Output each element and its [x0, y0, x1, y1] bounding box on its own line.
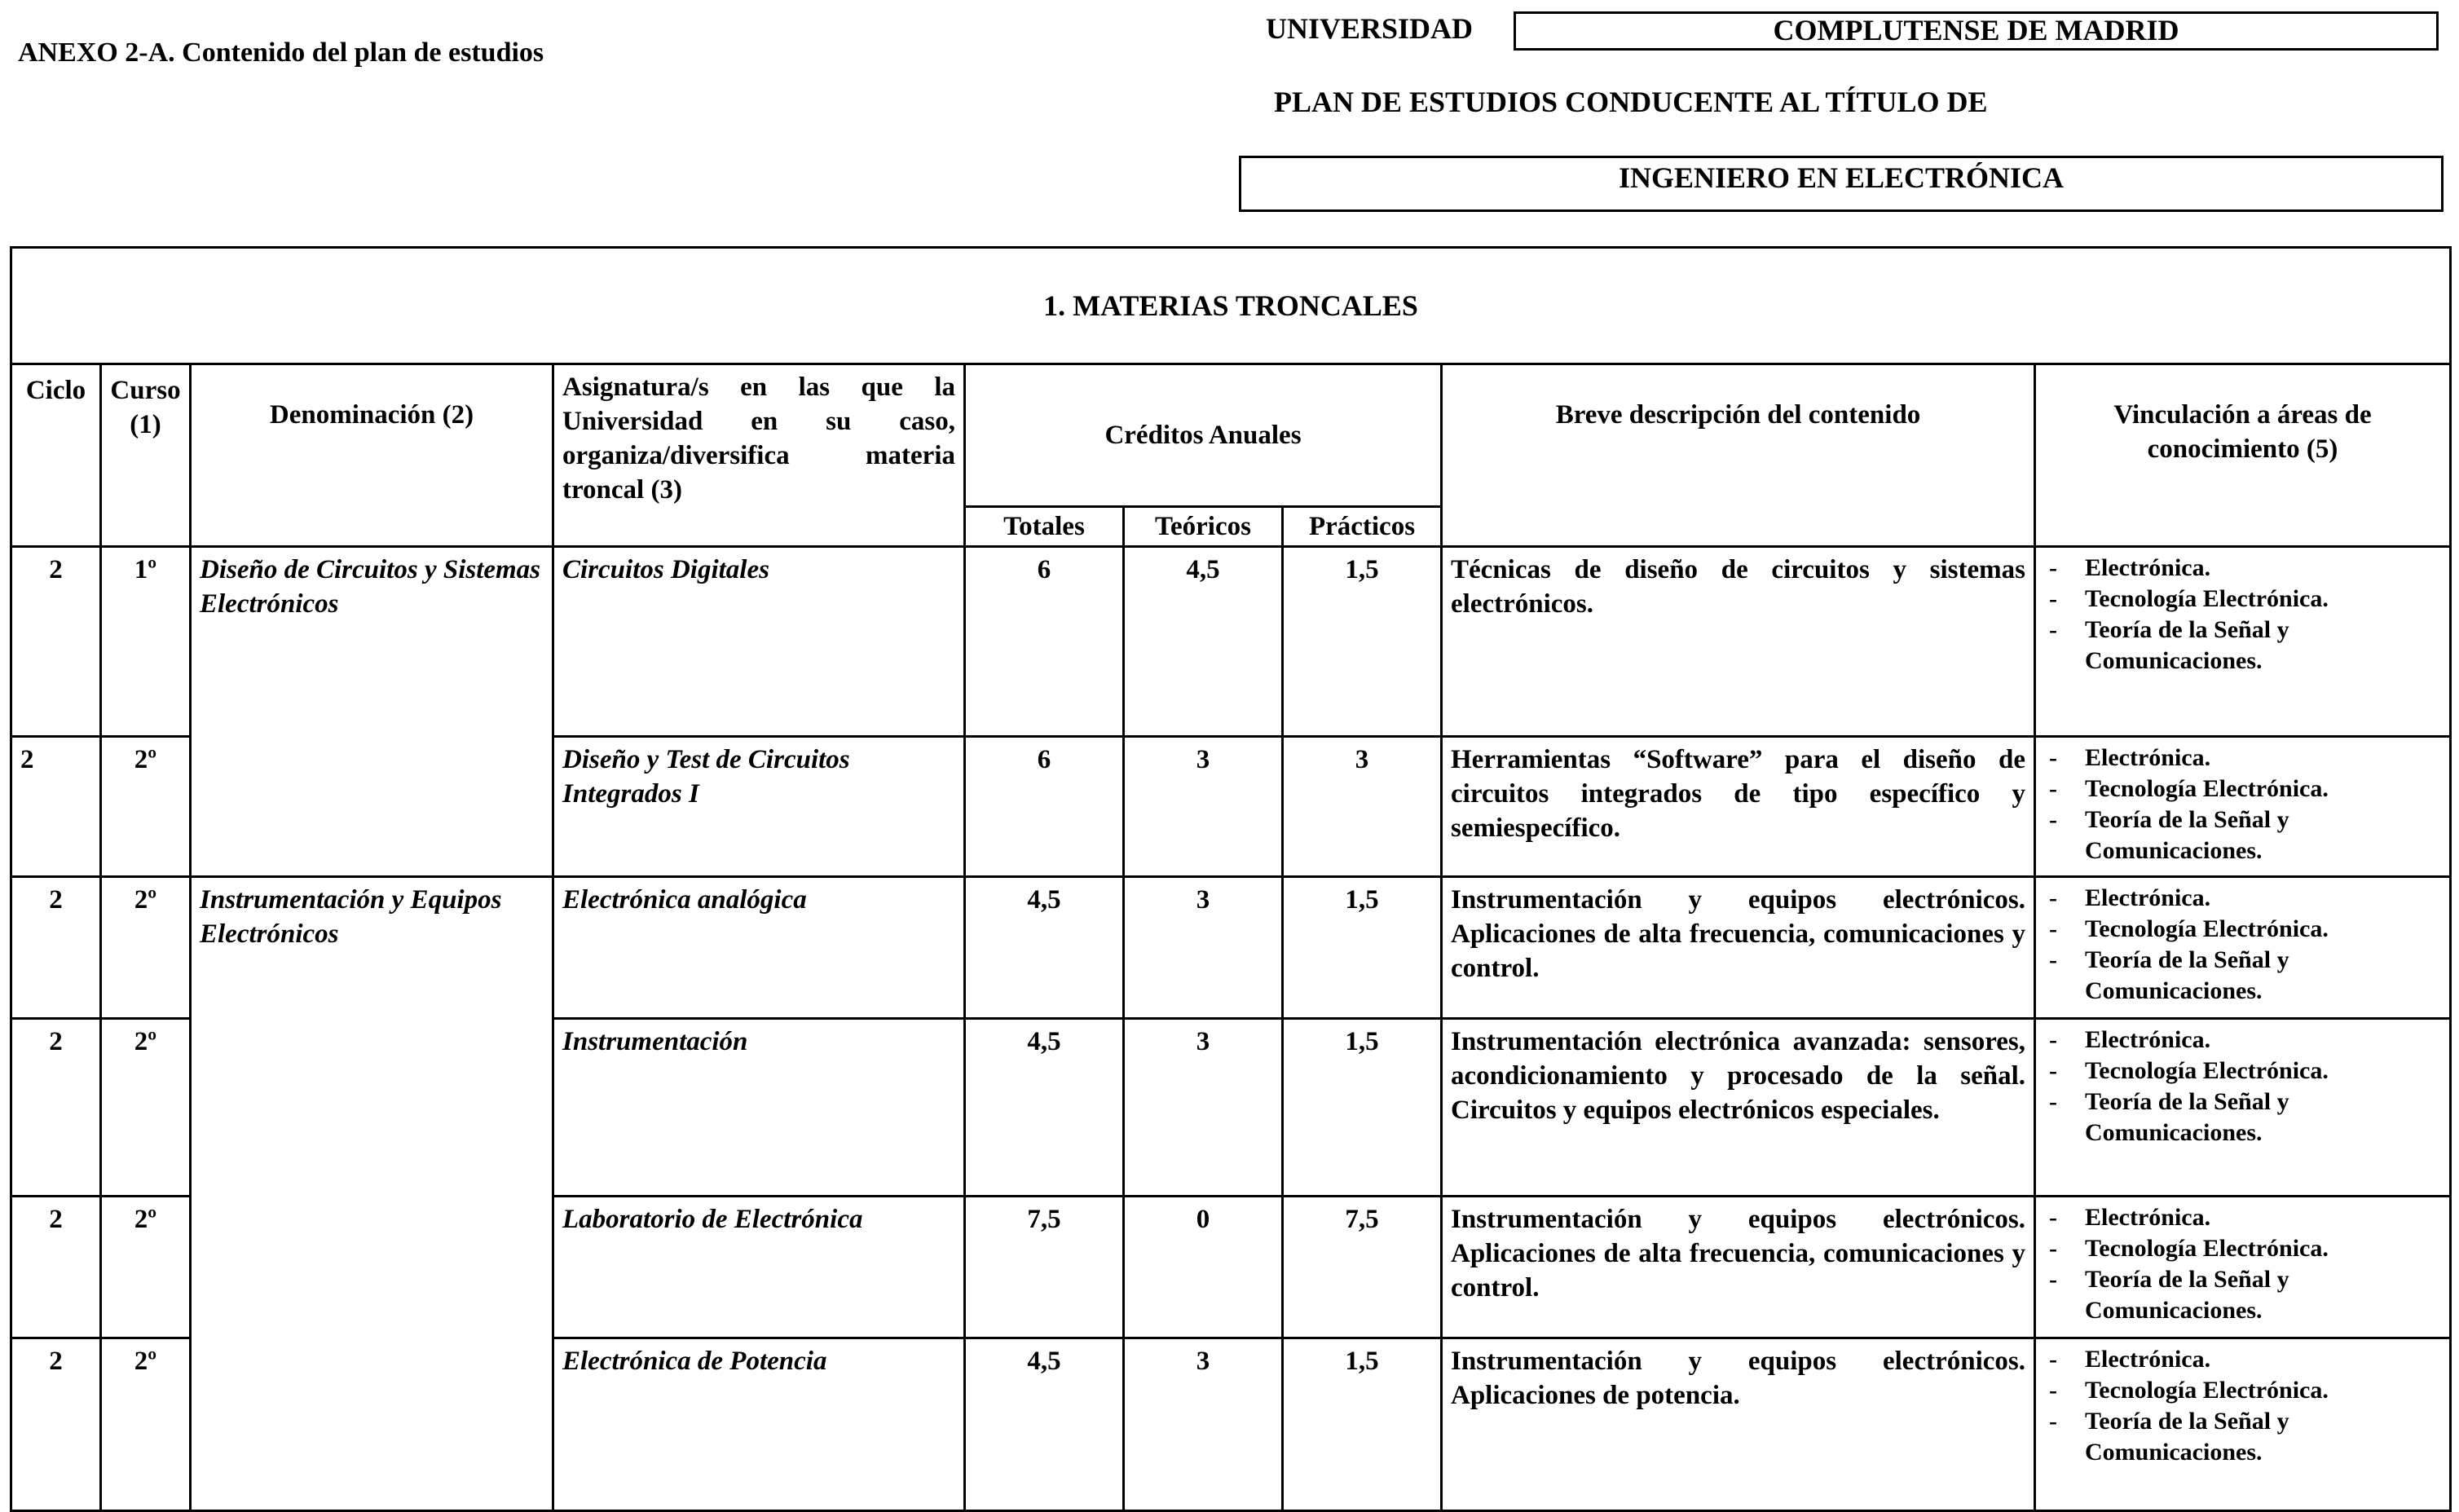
cell-denominacion: Diseño de Circuitos y Sistemas Electrónicos: [191, 547, 553, 877]
cell-practicos: 1,5: [1283, 547, 1442, 737]
cell-descripcion: Técnicas de diseño de circuitos y sistemas electrónicos.: [1442, 547, 2035, 737]
cell-asignatura: Circuitos Digitales: [553, 547, 965, 737]
cell-descripcion: Instrumentación electrónica avanzada: sensores, acondicionamiento y procesado de la señal. Circuitos y equipos electrónicos especiales.: [1442, 1019, 2035, 1197]
cell-curso: 2º: [101, 737, 191, 877]
area-item: - Teoría de la Señal y Comunicaciones.: [2044, 1087, 2441, 1148]
cell-asignatura: Electrónica analógica: [553, 877, 965, 1019]
areas-list: [2044, 1344, 2441, 1468]
areas-list: [2044, 1025, 2441, 1148]
cell-totales: 7,5: [965, 1197, 1124, 1338]
plan-label: PLAN DE ESTUDIOS CONDUCENTE AL TÍTULO DE: [1274, 86, 1988, 118]
university-label: UNIVERSIDAD: [1266, 12, 1474, 45]
cell-curso: 2º: [101, 1197, 191, 1338]
cell-areas: [2035, 1197, 2451, 1338]
cell-descripcion: Instrumentación y equipos electrónicos. Aplicaciones de alta frecuencia, comunicaciones y control.: [1442, 1197, 2035, 1338]
cell-curso: 2º: [101, 1019, 191, 1197]
cell-areas: [2035, 877, 2451, 1019]
cell-asignatura: Electrónica de Potencia: [553, 1338, 965, 1511]
areas-list: [2044, 553, 2441, 677]
area-item: - Tecnología Electrónica.: [2044, 1375, 2441, 1406]
cell-teoricos: 3: [1124, 877, 1283, 1019]
cell-areas: [2035, 1019, 2451, 1197]
cell-curso: 2º: [101, 1338, 191, 1511]
area-item: - Teoría de la Señal y Comunicaciones.: [2044, 945, 2441, 1007]
cell-ciclo: 2: [11, 877, 101, 1019]
col-header-curso: Curso (1): [101, 364, 191, 547]
cell-descripcion: Instrumentación y equipos electrónicos. Aplicaciones de potencia.: [1442, 1338, 2035, 1511]
area-item: - Tecnología Electrónica.: [2044, 774, 2441, 804]
area-item: - Tecnología Electrónica.: [2044, 1056, 2441, 1087]
cell-ciclo: 2: [11, 1338, 101, 1511]
area-item: - Tecnología Electrónica.: [2044, 1233, 2441, 1264]
university-name-box: COMPLUTENSE DE MADRID: [1514, 11, 2439, 51]
area-item: - Electrónica.: [2044, 883, 2441, 914]
area-item: - Teoría de la Señal y Comunicaciones.: [2044, 804, 2441, 866]
area-item: - Tecnología Electrónica.: [2044, 914, 2441, 945]
col-header-ciclo: Ciclo: [11, 364, 101, 547]
area-item: - Teoría de la Señal y Comunicaciones.: [2044, 1264, 2441, 1326]
col-header-practicos: Prácticos: [1283, 507, 1442, 547]
area-item: - Electrónica.: [2044, 553, 2441, 584]
area-item: - Teoría de la Señal y Comunicaciones.: [2044, 1406, 2441, 1468]
cell-totales: 6: [965, 737, 1124, 877]
areas-list: [2044, 883, 2441, 1007]
cell-totales: 4,5: [965, 877, 1124, 1019]
cell-teoricos: 3: [1124, 1338, 1283, 1511]
cell-teoricos: 0: [1124, 1197, 1283, 1338]
col-header-denominacion: Denominación (2): [191, 364, 553, 547]
cell-asignatura: Diseño y Test de Circuitos Integrados I: [553, 737, 965, 877]
area-item: - Electrónica.: [2044, 1025, 2441, 1056]
cell-asignatura: Laboratorio de Electrónica: [553, 1197, 965, 1338]
cell-curso: 1º: [101, 547, 191, 737]
cell-teoricos: 3: [1124, 1019, 1283, 1197]
cell-curso: 2º: [101, 877, 191, 1019]
area-item: - Electrónica.: [2044, 743, 2441, 774]
cell-ciclo: 2: [11, 547, 101, 737]
section-title: 1. MATERIAS TRONCALES: [11, 248, 2451, 364]
area-item: - Electrónica.: [2044, 1344, 2441, 1375]
cell-practicos: 3: [1283, 737, 1442, 877]
cell-practicos: 1,5: [1283, 1019, 1442, 1197]
col-header-creditos: Créditos Anuales: [965, 364, 1442, 507]
cell-practicos: 1,5: [1283, 877, 1442, 1019]
cell-areas: [2035, 547, 2451, 737]
areas-list: [2044, 743, 2441, 866]
cell-asignatura: Instrumentación: [553, 1019, 965, 1197]
area-item: - Electrónica.: [2044, 1202, 2441, 1233]
col-header-descripcion: Breve descripción del contenido: [1442, 364, 2035, 547]
cell-practicos: 7,5: [1283, 1197, 1442, 1338]
col-header-asignatura: Asignatura/s en las que la Universidad en su caso, organiza/diversifica materia troncal (3): [553, 364, 965, 547]
cell-descripcion: Herramientas “Software” para el diseño de circuitos integrados de tipo específico y semiespecífico.: [1442, 737, 2035, 877]
col-header-totales: Totales: [965, 507, 1124, 547]
materias-troncales-table: [10, 246, 2452, 1512]
cell-ciclo: 2: [11, 1019, 101, 1197]
degree-title-box: INGENIERO EN ELECTRÓNICA: [1239, 156, 2444, 212]
cell-totales: 4,5: [965, 1019, 1124, 1197]
cell-practicos: 1,5: [1283, 1338, 1442, 1511]
cell-totales: 6: [965, 547, 1124, 737]
cell-descripcion: Instrumentación y equipos electrónicos. Aplicaciones de alta frecuencia, comunicaciones y control.: [1442, 877, 2035, 1019]
areas-list: [2044, 1202, 2441, 1326]
cell-areas: [2035, 1338, 2451, 1511]
cell-teoricos: 4,5: [1124, 547, 1283, 737]
cell-denominacion: Instrumentación y Equipos Electrónicos: [191, 877, 553, 1511]
cell-ciclo: 2: [11, 1197, 101, 1338]
col-header-teoricos: Teóricos: [1124, 507, 1283, 547]
area-item: - Teoría de la Señal y Comunicaciones.: [2044, 615, 2441, 677]
col-header-vinculacion: Vinculación a áreas de conocimiento (5): [2035, 364, 2451, 547]
area-item: - Tecnología Electrónica.: [2044, 584, 2441, 615]
cell-areas: [2035, 737, 2451, 877]
cell-totales: 4,5: [965, 1338, 1124, 1511]
cell-teoricos: 3: [1124, 737, 1283, 877]
annex-title: ANEXO 2-A. Contenido del plan de estudios: [18, 37, 544, 68]
cell-ciclo: 2: [11, 737, 101, 877]
